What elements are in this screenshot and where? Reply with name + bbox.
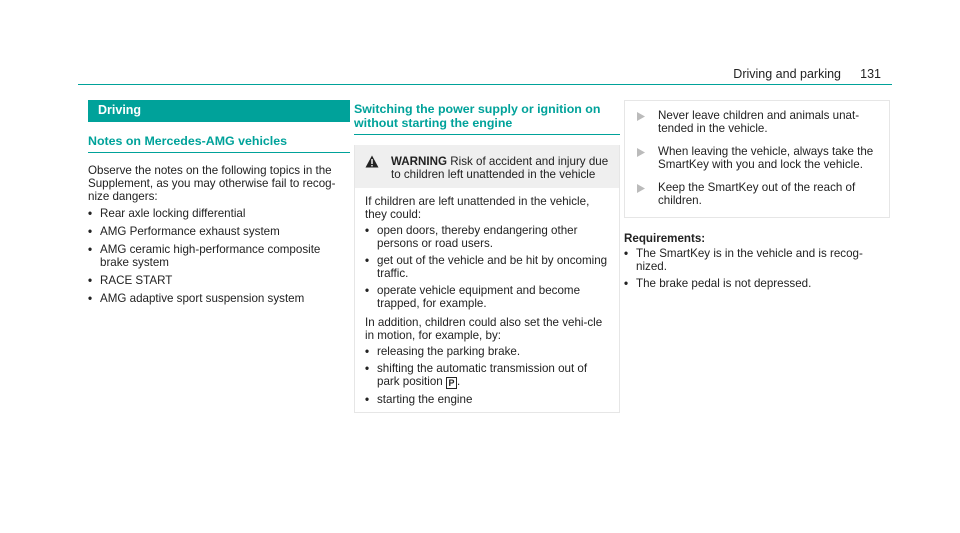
warning-text: Risk of accident and injury due to children left unattended in the vehicle: [391, 155, 609, 181]
column-driving: [88, 100, 350, 305]
arrow-icon: [637, 181, 658, 207]
arrow-icon: [637, 109, 658, 135]
park-position-icon: P: [446, 377, 457, 389]
list-item: • starting the engine: [365, 393, 473, 406]
warning-paragraph: If children are left unattended in the vehicle, they could:: [365, 195, 590, 221]
list-item: • AMG Performance exhaust system: [88, 225, 280, 238]
instruction-item: Never leave children and animals unat-tended in the vehicle.: [637, 109, 879, 135]
list-item: • Rear axle locking differential: [88, 207, 246, 220]
warning-box: [354, 145, 620, 413]
safety-instructions-box: [624, 100, 890, 218]
column-power-supply: [354, 102, 620, 413]
list-item: • get out of the vehicle and be hit by oncoming traffic.: [365, 254, 608, 280]
subheading-power-supply: Switching the power supply or ignition on without starting the engine: [354, 102, 601, 130]
warning-label: WARNING: [391, 155, 448, 168]
list-item: • AMG adaptive sport suspension system: [88, 292, 305, 305]
list-item: • open doors, thereby endangering other persons or road users.: [365, 224, 578, 250]
warning-body: [355, 188, 619, 412]
warning-triangle-icon: [365, 155, 391, 181]
column-warning-continued: [624, 100, 890, 218]
instruction-item: Keep the SmartKey out of the reach of children.: [637, 181, 879, 207]
risk-list: [365, 224, 609, 310]
subheading-amg: Notes on Mercedes-AMG vehicles: [88, 134, 288, 148]
header-rule: [78, 84, 892, 85]
requirements-list: [624, 247, 892, 290]
list-item: • RACE START: [88, 274, 173, 287]
requirements-label: Requirements:: [624, 232, 706, 245]
topic-list: [88, 207, 350, 305]
list-item: • The SmartKey is in the vehicle and is recog-nized.: [624, 247, 863, 273]
instruction-item: When leaving the vehicle, always take the SmartKey with you and lock the vehicle.: [637, 145, 879, 171]
intro-paragraph: Observe the notes on the following topics in the Supplement, as you may otherwise fail to recog-nize dangers:: [88, 164, 336, 203]
arrow-icon: [637, 145, 658, 171]
list-item: • AMG ceramic high-performance composite brake system: [88, 243, 321, 269]
requirements-section: [624, 232, 892, 290]
risk-list: [365, 345, 609, 406]
page-number: 131: [860, 67, 881, 81]
list-item: • releasing the parking brake.: [365, 345, 521, 358]
section-bar: Driving: [88, 100, 350, 122]
warning-header: [355, 145, 619, 188]
running-header: Driving and parking: [733, 67, 841, 81]
warning-paragraph: In addition, children could also set the vehi-cle in motion, for example, by:: [365, 316, 603, 342]
list-item: • operate vehicle equipment and become trapped, for example.: [365, 284, 581, 310]
list-item: • shifting the automatic transmission out of park position P .: [365, 362, 588, 388]
list-item: • The brake pedal is not depressed.: [624, 277, 812, 290]
